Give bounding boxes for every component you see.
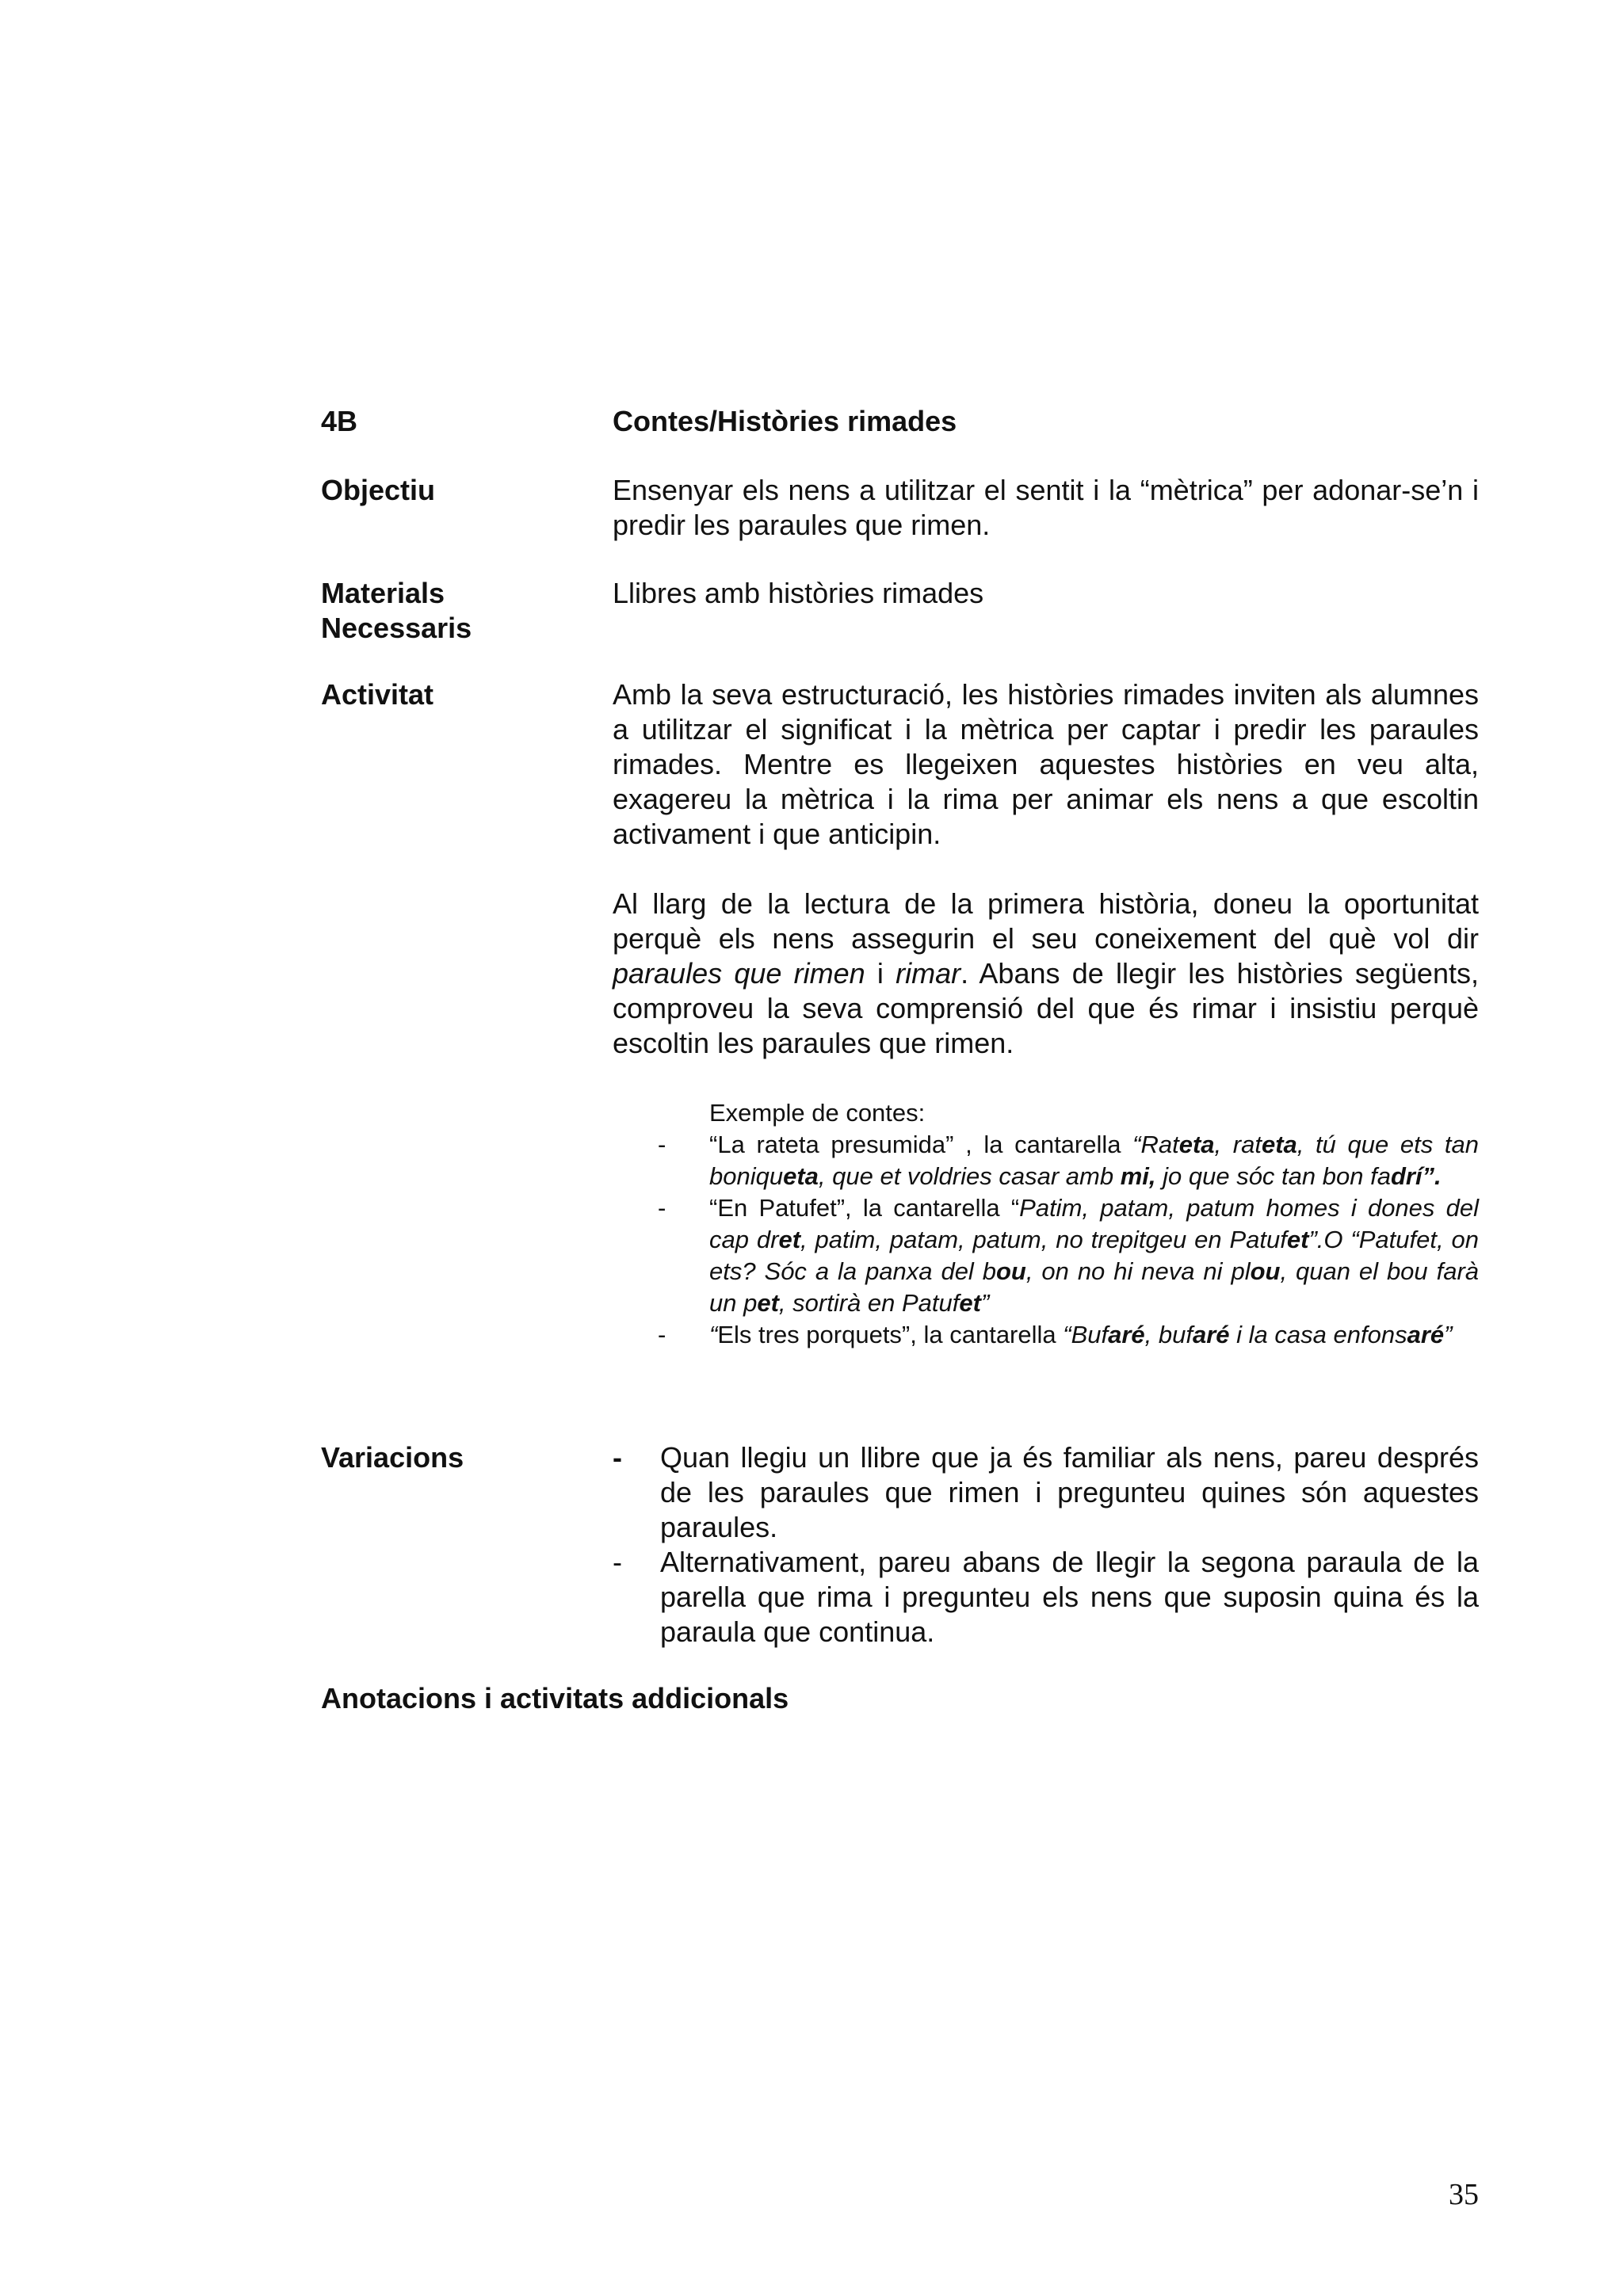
variacions-item-2 xyxy=(613,1545,1479,1650)
example-item-patufet xyxy=(658,1192,1479,1319)
list-dash: - xyxy=(658,1131,666,1158)
variacions-item-1 xyxy=(613,1440,1479,1545)
section-title: Contes/Històries rimades xyxy=(613,405,957,437)
activitat-label: Activitat xyxy=(321,678,434,711)
examples-intro: Exemple de contes: xyxy=(709,1099,926,1127)
example-text-porquets: “Els tres porquets”, la cantarella “Bufaré, bufaré i la casa enfonsaré” xyxy=(709,1321,1453,1348)
activitat-paragraph-1: Amb la seva estructuració, les històries rimades inviten als alumnes a utilitzar el significat i la mètrica per captar i predir les paraules rimades. Mentre es llegeixen aquestes històries en veu alta, exagereu la mètrica i la rima per animar els nens a que escoltin activament i que anticipin. xyxy=(613,678,1479,850)
list-dash: - xyxy=(658,1194,666,1222)
examples-list xyxy=(658,1097,1479,1351)
section-code: 4B xyxy=(321,405,358,437)
objectiu-text: Ensenyar els nens a utilitzar el sentit i la “mètrica” per adonar-se’n i predir les paraules que rimen. xyxy=(613,474,1479,541)
list-dash: - xyxy=(613,1546,622,1578)
example-item-porquets xyxy=(658,1319,1479,1351)
example-text-rateta: “La rateta presumida” , la cantarella “Rateta, rateta, tú que ets tan boniqueta, que et voldries casar amb mi, jo que sóc tan bon fadrí”. xyxy=(709,1131,1480,1190)
list-dash: - xyxy=(658,1321,666,1348)
example-item-rateta xyxy=(658,1129,1479,1192)
materials-label-line2: Necessaris xyxy=(321,612,472,644)
variacions-item-2-text: Alternativament, pareu abans de llegir la segona paraula de la parella que rima i pregunteu els nens que suposin quina és la paraula que continua. xyxy=(660,1546,1479,1648)
objectiu-label: Objectiu xyxy=(321,474,436,506)
page-number: 35 xyxy=(1449,2178,1479,2211)
activitat-paragraph-2: Al llarg de la lectura de la primera història, doneu la oportunitat perquè els nens assegurin el seu coneixement del què vol dir paraules que rimen i rimar. Abans de llegir les històries següents, comproveu la seva comprensió del que és rimar i insistiu perquè escoltin les paraules que rimen. xyxy=(613,887,1479,1059)
variacions-list xyxy=(613,1440,1479,1650)
materials-label-line1: Materials xyxy=(321,577,445,609)
variacions-item-1-text: Quan llegiu un llibre que ja és familiar als nens, pareu després de les paraules que rimen i pregunteu quines són aquestes paraules. xyxy=(660,1441,1479,1543)
example-text-patufet: “En Patufet”, la cantarella “Patim, patam, patum homes i dones del cap dret, patim, patam, patum, no trepitgeu en Patufet”.O “Patufet, on ets? Sóc a la panxa del bou, on no hi neva ni plou, quan el bou farà un pet, sortirà en Patufet” xyxy=(709,1194,1480,1317)
anotacions-heading: Anotacions i activitats addicionals xyxy=(321,1682,789,1714)
materials-text: Llibres amb històries rimades xyxy=(613,577,984,609)
materials-label xyxy=(321,576,472,646)
list-dash: - xyxy=(613,1441,622,1474)
variacions-label: Variacions xyxy=(321,1441,464,1474)
